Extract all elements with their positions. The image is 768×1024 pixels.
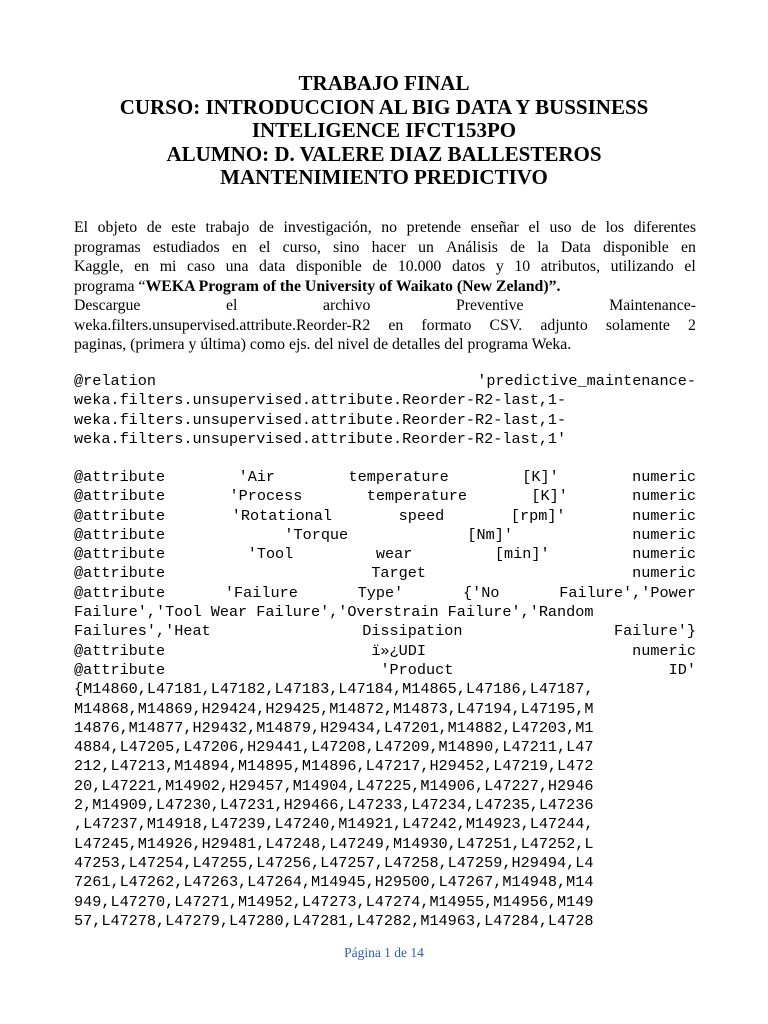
code-token: 'Air bbox=[238, 468, 276, 486]
code-token: [K]' bbox=[531, 487, 568, 506]
text-word: pretende bbox=[406, 219, 462, 236]
code-token: numeric bbox=[632, 506, 696, 525]
text-word: trabajo bbox=[205, 219, 250, 236]
text-word: solamente bbox=[605, 316, 670, 334]
title-line: TRABAJO FINAL bbox=[298, 71, 470, 95]
relation-block bbox=[74, 372, 696, 449]
code-token: 20,L47221,M14902,H29457,M14904,L47225,M14906,L47227,H2946 bbox=[74, 776, 594, 795]
code-line bbox=[74, 719, 696, 738]
code-line bbox=[74, 854, 696, 873]
code-token: [Nm]' bbox=[467, 525, 513, 544]
code-line bbox=[74, 796, 696, 815]
code-token: {M14860,L47181,L47182,L47183,L47184,M14865,L47186,L47187, bbox=[74, 680, 594, 699]
code-line bbox=[74, 680, 696, 699]
code-token: M14868,M14869,H29424,H29425,M14872,M14873,L47194,L47195,M bbox=[74, 699, 594, 718]
code-token: 2,M14909,L47230,L47231,H29466,L47233,L47234,L47235,L47236 bbox=[74, 796, 594, 815]
code-token: 'Failure bbox=[224, 583, 298, 602]
code-token: numeric bbox=[632, 487, 696, 506]
text-word: caso bbox=[186, 258, 216, 275]
text-word: este bbox=[171, 219, 196, 236]
code-token: ,L47237,M14918,L47239,L47240,M14921,L47242,M14923,L47244, bbox=[74, 815, 594, 834]
text-word: formato bbox=[421, 316, 472, 334]
text-word: Análisis bbox=[446, 238, 498, 256]
code-token: Target bbox=[371, 564, 426, 583]
code-token: 949,L47270,L47271,M14952,L47273,L47274,M14955,M14956,M149 bbox=[74, 892, 594, 911]
text-word: estudiados bbox=[152, 238, 220, 256]
text-word: archivo bbox=[323, 297, 371, 314]
text-word: de bbox=[581, 219, 597, 236]
text-word: el bbox=[225, 297, 238, 314]
code-line bbox=[74, 372, 696, 391]
code-token: @attribute bbox=[74, 487, 166, 506]
code-line bbox=[74, 526, 696, 545]
code-line bbox=[74, 564, 696, 583]
code-line bbox=[74, 661, 696, 680]
intro-text: paginas, (primera y última) como ejs. del nivel de detalles del programa Weka. bbox=[74, 336, 572, 353]
code-token: weka.filters.unsupervised.attribute.Reorder-R2-last,1- bbox=[74, 410, 567, 429]
text-word: de bbox=[372, 258, 388, 275]
code-line bbox=[74, 912, 696, 931]
intro-line bbox=[74, 218, 696, 238]
code-token: @attribute bbox=[74, 468, 166, 486]
code-line bbox=[74, 815, 696, 834]
code-line bbox=[74, 487, 696, 506]
code-token: 'Process bbox=[229, 487, 303, 506]
text-word: investigación, bbox=[283, 219, 372, 236]
text-word: datos bbox=[451, 258, 486, 275]
code-line bbox=[74, 700, 696, 719]
text-word: 10 bbox=[514, 258, 531, 275]
text-word: el bbox=[684, 258, 696, 275]
code-token: temperature bbox=[366, 487, 468, 506]
text-word: hacer bbox=[371, 238, 406, 256]
code-token: weka.filters.unsupervised.attribute.Reorder-R2-last,1' bbox=[74, 429, 567, 448]
code-line bbox=[74, 835, 696, 854]
text-word: curso, bbox=[282, 238, 321, 256]
intro-line bbox=[74, 296, 696, 316]
intro-line bbox=[74, 277, 696, 297]
code-token: @attribute bbox=[74, 545, 166, 564]
text-word: la bbox=[537, 238, 549, 256]
code-token: numeric bbox=[632, 525, 696, 544]
code-token: 'Tool bbox=[247, 545, 294, 564]
text-word: el bbox=[528, 219, 540, 236]
code-token: @attribute bbox=[74, 583, 166, 602]
code-token: speed bbox=[398, 506, 445, 525]
code-token: Failure','Power bbox=[559, 583, 696, 602]
code-token: [rpm]' bbox=[510, 506, 566, 525]
intro-line bbox=[74, 316, 696, 336]
text-word: un bbox=[418, 238, 434, 256]
code-token: Failures','Heat bbox=[74, 622, 211, 641]
text-word: no bbox=[381, 219, 398, 236]
code-token: @attribute bbox=[74, 564, 166, 583]
text-word: enseñar bbox=[470, 219, 519, 236]
text-word: Data bbox=[560, 238, 591, 256]
code-token: weka.filters.unsupervised.attribute.Reorder-R2-last,1- bbox=[74, 391, 567, 410]
code-line bbox=[74, 642, 696, 661]
code-token: 'Torque bbox=[284, 525, 349, 544]
text-word: de bbox=[258, 219, 274, 236]
text-word: disponible bbox=[602, 238, 669, 256]
code-token: 'predictive_maintenance- bbox=[477, 372, 696, 390]
title-line: ALUMNO: D. VALERE DIAZ BALLESTEROS bbox=[166, 141, 602, 166]
code-line bbox=[74, 507, 696, 526]
code-token: 7261,L47262,L47263,L47264,M14945,H29500,L47267,M14948,M14 bbox=[74, 873, 594, 892]
text-word: diferentes bbox=[633, 219, 696, 236]
intro-line bbox=[74, 335, 696, 355]
text-word: y bbox=[495, 258, 504, 275]
code-token: ï»¿UDI bbox=[371, 641, 426, 660]
text-word: Maintenance- bbox=[609, 297, 696, 314]
text-word: en bbox=[231, 238, 247, 256]
text-word: CSV. bbox=[489, 316, 523, 334]
text-word: en bbox=[134, 258, 150, 275]
code-token: Type' bbox=[357, 583, 404, 602]
attribute-block bbox=[74, 468, 696, 931]
text-word: en bbox=[388, 316, 404, 334]
text-word: adjunto bbox=[540, 316, 588, 334]
code-token: wear bbox=[375, 545, 413, 564]
text-word: disponible bbox=[295, 258, 362, 275]
code-token: 57,L47278,L47279,L47280,L47281,L47282,M14963,L47284,L4728 bbox=[74, 911, 594, 930]
code-token: numeric bbox=[632, 545, 696, 564]
title-line: CURSO: INTRODUCCION AL BIG DATA Y BUSSINESS bbox=[119, 94, 649, 119]
code-token: 'Product bbox=[380, 660, 454, 679]
code-token: [min]' bbox=[494, 545, 550, 564]
program-name: WEKA Program of the University of Waikato (New Zeland)”. bbox=[145, 277, 561, 295]
code-token: @attribute bbox=[74, 525, 166, 544]
intro-line bbox=[74, 238, 696, 258]
text-word: uso bbox=[549, 219, 572, 236]
code-line bbox=[74, 622, 696, 641]
text-word: mi bbox=[159, 258, 177, 275]
text-word: utilizando bbox=[610, 258, 674, 275]
intro-text: programa “ bbox=[74, 277, 146, 295]
code-line bbox=[74, 391, 696, 410]
text-word: Descargue bbox=[74, 297, 141, 314]
text-word: los bbox=[605, 219, 625, 236]
code-line bbox=[74, 777, 696, 796]
code-token: numeric bbox=[632, 564, 696, 583]
code-token: @relation bbox=[74, 372, 157, 390]
code-line bbox=[74, 584, 696, 603]
text-word: de bbox=[510, 238, 526, 256]
code-token: @attribute bbox=[74, 660, 166, 679]
text-word: en bbox=[681, 238, 696, 256]
code-token: temperature bbox=[348, 468, 449, 486]
text-word: objeto bbox=[97, 219, 138, 236]
intro-paragraph bbox=[74, 218, 696, 355]
code-token: {'No bbox=[462, 583, 500, 602]
code-line bbox=[74, 430, 696, 449]
code-token: 212,L47213,M14894,M14895,M14896,L47217,H29452,L47219,L472 bbox=[74, 757, 594, 776]
text-word: el bbox=[259, 238, 271, 256]
code-line bbox=[74, 873, 696, 892]
code-line bbox=[74, 893, 696, 912]
text-word: de bbox=[146, 219, 162, 236]
text-word: data bbox=[259, 258, 286, 275]
code-token: [K]' bbox=[522, 468, 559, 486]
code-token: L47245,M14926,H29481,L47248,L47249,M14930,L47251,L47252,L bbox=[74, 834, 594, 853]
text-word: El bbox=[74, 219, 89, 236]
text-word: programas bbox=[74, 238, 141, 256]
code-line bbox=[74, 545, 696, 564]
title-line: MANTENIMIENTO PREDICTIVO bbox=[220, 165, 548, 189]
code-token: numeric bbox=[632, 641, 696, 660]
code-token: 47253,L47254,L47255,L47256,L47257,L47258,L47259,H29494,L4 bbox=[74, 853, 594, 872]
code-token: @attribute bbox=[74, 641, 166, 660]
code-token: Failure','Tool Wear Failure','Overstrain Failure','Random bbox=[74, 603, 594, 622]
text-word: 10.000 bbox=[397, 258, 442, 275]
code-token: Dissipation bbox=[362, 622, 463, 641]
title-block bbox=[60, 72, 708, 190]
text-word: una bbox=[225, 258, 249, 275]
intro-line bbox=[74, 257, 696, 277]
code-line bbox=[74, 757, 696, 776]
text-word: atributos, bbox=[540, 258, 601, 275]
code-line bbox=[74, 468, 696, 487]
code-token: ID' bbox=[668, 660, 696, 679]
text-word: Kaggle, bbox=[74, 258, 124, 275]
code-token: numeric bbox=[632, 468, 696, 486]
text-word: 2 bbox=[688, 316, 696, 334]
code-token: Failure'} bbox=[613, 622, 696, 641]
code-token: 'Rotational bbox=[231, 506, 333, 525]
code-token: 14876,M14877,H29432,M14879,H29434,L47201,M14882,L47203,M1 bbox=[74, 718, 594, 737]
code-token: 4884,L47205,L47206,H29441,L47208,L47209,M14890,L47211,L47 bbox=[74, 738, 594, 757]
code-line bbox=[74, 411, 696, 430]
text-word: weka.filters.unsupervised.attribute.Reorder-R2 bbox=[74, 316, 371, 334]
text-word: sino bbox=[333, 238, 360, 256]
text-word: Preventive bbox=[455, 297, 524, 314]
code-line bbox=[74, 738, 696, 757]
page-number: Página 1 de 14 bbox=[344, 945, 424, 960]
title-line: INTELIGENCE IFCT153PO bbox=[251, 118, 517, 142]
code-line bbox=[74, 603, 696, 622]
code-token: @attribute bbox=[74, 506, 166, 525]
